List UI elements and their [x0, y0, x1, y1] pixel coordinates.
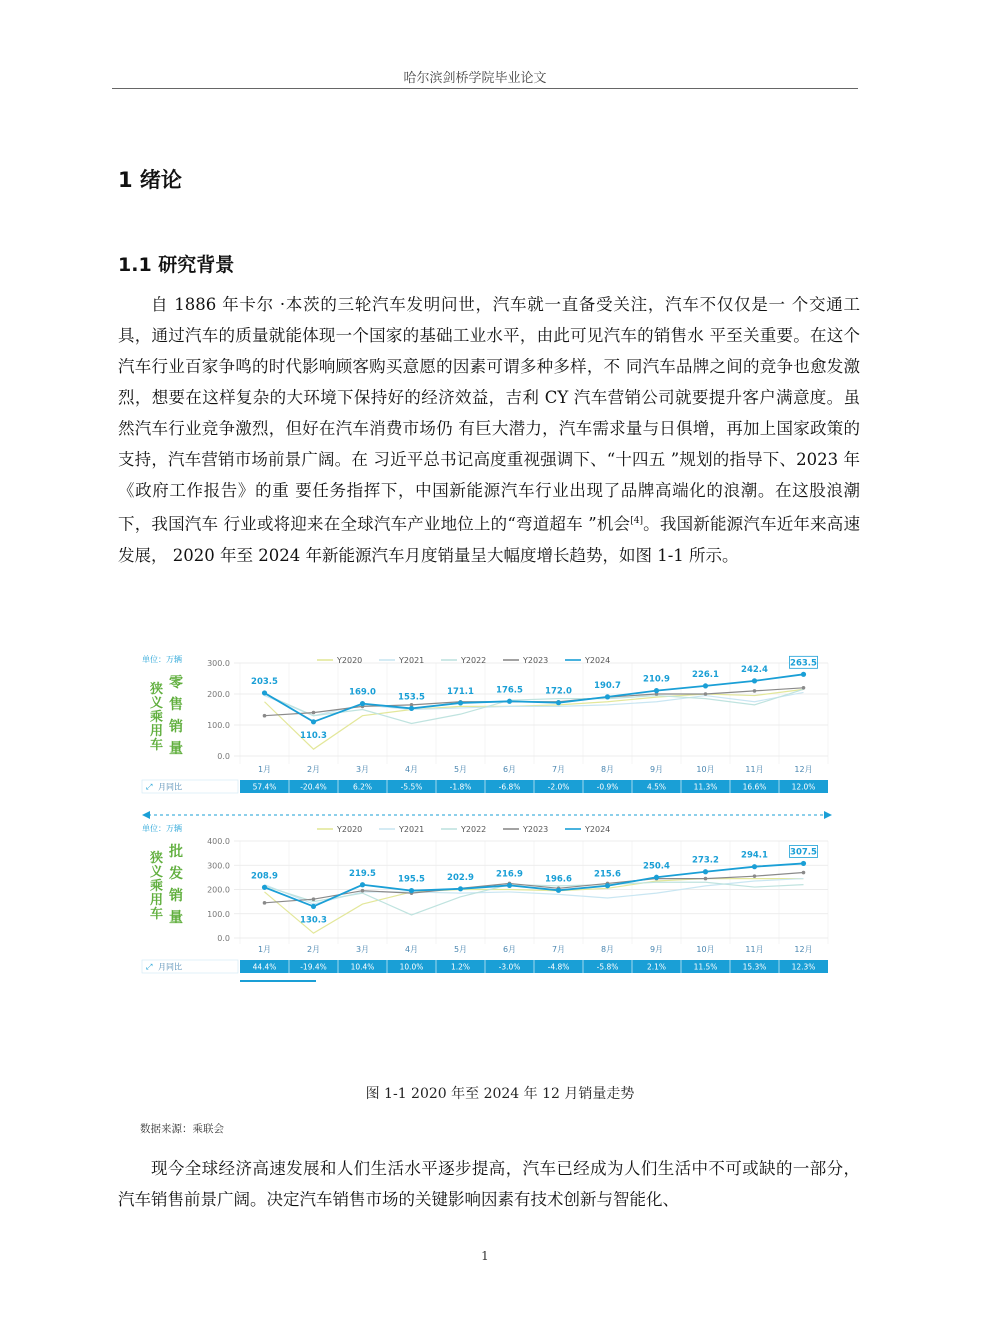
month-label: 12月 — [794, 765, 813, 774]
figure-1-1 — [112, 652, 835, 972]
yoy-icon: ⤢ — [146, 962, 153, 972]
month-label: 5月 — [453, 945, 468, 954]
yoy-value: 4.5% — [646, 782, 667, 792]
data-label: 250.4 — [643, 861, 670, 872]
month-label: 9月 — [649, 765, 664, 774]
chart-y-tick: 100.0 — [207, 909, 230, 919]
data-label: 195.5 — [398, 874, 425, 885]
yoy-value: 12.0% — [791, 782, 816, 792]
yoy-value: -0.9% — [596, 782, 619, 792]
yoy-label-cell — [142, 960, 238, 973]
data-point-y2024 — [703, 869, 708, 874]
month-label: 12月 — [794, 945, 813, 954]
data-point-y2023 — [263, 714, 267, 718]
section-title: 1.1 研究背景 — [118, 254, 235, 276]
chart-y-tick: 100.0 — [207, 721, 230, 730]
yoy-value: -4.8% — [547, 962, 570, 972]
chart-y-tick: 0.0 — [217, 934, 230, 943]
data-label: 273.2 — [692, 855, 719, 866]
figure-source: 数据来源：乘联会 — [140, 1123, 224, 1135]
chart-side-label-char: 乘 — [150, 710, 164, 725]
month-label: 1月 — [257, 765, 272, 774]
chart-unit-label: 单位：万辆 — [142, 655, 182, 664]
data-point-y2024 — [605, 883, 610, 888]
data-label: 215.6 — [594, 869, 621, 880]
data-point-y2024 — [409, 888, 414, 893]
legend-label-y2023: Y2023 — [523, 825, 549, 834]
separator-arrow-right — [824, 811, 832, 819]
chart-title-char: 发 — [169, 866, 183, 882]
month-label: 2月 — [306, 765, 321, 774]
data-label: 169.0 — [349, 687, 376, 698]
yoy-value: 10.4% — [350, 962, 375, 972]
chart-y-tick: 300.0 — [207, 861, 230, 871]
paragraph-1 — [118, 289, 860, 571]
yoy-value: 15.3% — [742, 962, 767, 972]
yoy-value: -1.8% — [449, 782, 472, 792]
month-label: 9月 — [649, 945, 664, 954]
data-point-y2024 — [654, 688, 659, 693]
data-label: 263.5 — [790, 658, 817, 669]
yoy-value: -3.0% — [498, 962, 521, 972]
data-point-y2024 — [507, 699, 512, 704]
data-point-y2024 — [654, 875, 659, 880]
data-label: 307.5 — [790, 847, 817, 858]
chart-y-tick: 400.0 — [207, 837, 230, 846]
data-label: 171.1 — [447, 686, 474, 697]
month-label: 3月 — [355, 765, 370, 774]
yoy-value: -19.4% — [300, 962, 327, 972]
yoy-value: -6.8% — [498, 782, 521, 792]
data-point-y2023 — [263, 901, 267, 905]
chart-title-char: 销 — [169, 888, 183, 904]
data-point-y2024 — [262, 885, 267, 890]
chart-unit-label: 单位：万辆 — [142, 824, 182, 833]
yoy-value: -20.4% — [300, 782, 327, 792]
data-point-y2023 — [802, 686, 806, 690]
yoy-value: 2.1% — [646, 962, 667, 972]
data-point-y2024 — [801, 672, 806, 677]
chart-y-tick: 300.0 — [207, 659, 230, 668]
data-point-y2023 — [312, 711, 316, 715]
month-label: 1月 — [257, 945, 272, 954]
data-label: 219.5 — [349, 868, 376, 879]
month-label: 8月 — [600, 765, 615, 774]
data-label: 226.1 — [692, 669, 719, 680]
chart-title-char: 零 — [169, 675, 183, 691]
data-point-y2023 — [312, 897, 316, 901]
month-label: 4月 — [404, 945, 419, 954]
data-label: 216.9 — [496, 869, 523, 880]
data-point-y2024 — [458, 886, 463, 891]
month-label: 5月 — [453, 765, 468, 774]
chart-y-tick: 200.0 — [207, 690, 230, 699]
data-label: 202.9 — [447, 872, 474, 883]
data-point-y2024 — [311, 719, 316, 724]
data-label: 210.9 — [643, 674, 670, 685]
month-label: 7月 — [551, 945, 566, 954]
yoy-value: 11.3% — [693, 782, 718, 792]
data-label: 153.5 — [398, 692, 425, 703]
chart-y-tick: 0.0 — [217, 752, 230, 761]
sales-chart — [112, 652, 835, 972]
data-point-y2024 — [703, 683, 708, 688]
chart-side-label-char: 义 — [150, 696, 164, 711]
chapter-title: 1 绪论 — [118, 168, 182, 192]
data-label: 203.5 — [251, 676, 278, 687]
paragraph-2: 现今全球经济高速发展和人们生活水平逐步提高，汽车已经成为人们生活中不可或缺的一部分，汽车销售前景广阔。决定汽车销售市场的关键影响因素有技术创新与智能化、 — [118, 1159, 860, 1209]
yoy-value: 12.3% — [791, 962, 816, 972]
header-rule — [112, 88, 858, 89]
yoy-value: 57.4% — [252, 782, 277, 792]
yoy-value: 16.6% — [742, 782, 767, 792]
month-label: 3月 — [355, 945, 370, 954]
data-point-y2024 — [752, 678, 757, 683]
data-label: 208.9 — [251, 871, 278, 882]
chart-side-label-char: 用 — [150, 724, 164, 739]
data-point-y2024 — [360, 701, 365, 706]
data-point-y2024 — [556, 888, 561, 893]
yoy-label: 月同比 — [158, 962, 182, 972]
data-label: 294.1 — [741, 850, 768, 861]
paragraph-1-text-after: 。我国新能源汽车近年来高速 发展， 2020 年至 2024 年新能源汽车月度销量呈大幅度增长趋势，如图 1-1 所示。 — [118, 514, 860, 565]
month-label: 6月 — [502, 945, 517, 954]
yoy-value: 44.4% — [252, 962, 277, 972]
legend-label-y2024: Y2024 — [585, 656, 611, 665]
chart-side-label-char: 车 — [150, 738, 164, 753]
legend-label-y2021: Y2021 — [399, 656, 425, 665]
data-point-y2024 — [752, 864, 757, 869]
month-label: 8月 — [600, 945, 615, 954]
data-label: 176.5 — [496, 685, 523, 696]
yoy-value: 10.0% — [399, 962, 424, 972]
legend-label-y2020: Y2020 — [337, 656, 363, 665]
chart-title-char: 量 — [169, 910, 183, 926]
data-point-y2023 — [753, 874, 757, 878]
month-label: 7月 — [551, 765, 566, 774]
data-point-y2023 — [704, 692, 708, 696]
yoy-icon: ⤢ — [146, 782, 153, 792]
yoy-value: 11.5% — [693, 962, 718, 972]
month-label: 2月 — [306, 945, 321, 954]
legend-label-y2023: Y2023 — [523, 656, 549, 665]
data-label: 190.7 — [594, 680, 621, 691]
month-label: 10月 — [696, 945, 715, 954]
yoy-value: 1.2% — [450, 962, 471, 972]
figure-caption: 图 1-1 2020 年至 2024 年 12 月销量走势 — [365, 1086, 635, 1102]
data-point-y2024 — [801, 861, 806, 866]
legend-label-y2020: Y2020 — [337, 825, 363, 834]
paragraph-1-text: 自 1886 年卡尔 ·本茨的三轮汽车发明问世，汽车就一直备受关注，汽车不仅仅是一 个交通工具，通过汽车的质量就能体现一个国家的基础工业水平，由此可见汽车的销售水 平至关重要。在这个汽车行业百家争鸣的时代影响顾客购买意愿的因素可谓多种多样，不 同汽车品牌之间的竞争也愈发激烈，想要在这样复杂的大环境下保持好的经济效益，吉利 CY 汽车营销公司就要提升客户满意度。虽然汽车行业竞争激烈，但好在汽车消费市场仍 有巨大潜力，汽车需求量与日俱增，再加上国家政策的支持，汽车营销市场前景广阔。在 习近平总书记高度重视强调下、“十四五 ”规划的指导下、2023 年《政府工作报告》的重 要任务指挥下，中国新能源汽车行业出现了品牌高端化的浪潮。在这股浪潮下，我国汽车 行业或将迎来在全球汽车产业地位上的“弯道超车 ”机会 — [118, 295, 860, 534]
legend-label-y2021: Y2021 — [399, 825, 425, 834]
citation: [4] — [630, 516, 643, 526]
page-number: 1 — [481, 1249, 489, 1263]
yoy-value: -2.0% — [547, 782, 570, 792]
data-point-y2024 — [556, 700, 561, 705]
chart-side-label-char: 义 — [150, 865, 164, 880]
data-point-y2024 — [360, 882, 365, 887]
legend-label-y2024: Y2024 — [585, 825, 611, 834]
yoy-value: -5.8% — [596, 962, 619, 972]
data-point-y2024 — [409, 706, 414, 711]
chart-y-tick: 200.0 — [207, 885, 230, 895]
chart-side-label-char: 狭 — [150, 682, 164, 697]
data-label: 110.3 — [300, 730, 327, 741]
data-label: 196.6 — [545, 874, 572, 885]
data-point-y2023 — [704, 877, 708, 881]
data-point-y2023 — [802, 871, 806, 875]
data-label: 130.3 — [300, 915, 327, 926]
chart-side-label-char: 乘 — [150, 879, 164, 894]
data-point-y2024 — [605, 694, 610, 699]
month-label: 6月 — [502, 765, 517, 774]
month-label: 4月 — [404, 765, 419, 774]
chart-title-char: 批 — [169, 844, 183, 860]
separator-arrow-left — [142, 811, 150, 819]
month-label: 11月 — [745, 765, 764, 774]
chart-title-char: 销 — [169, 719, 183, 735]
yoy-value: -5.5% — [400, 782, 423, 792]
month-label: 10月 — [696, 765, 715, 774]
chart-title-char: 量 — [169, 741, 183, 757]
legend-label-y2022: Y2022 — [461, 656, 487, 665]
chart-side-label-char: 狭 — [150, 851, 164, 866]
legend-label-y2022: Y2022 — [461, 825, 487, 834]
data-point-y2023 — [361, 889, 365, 893]
data-point-y2023 — [753, 689, 757, 693]
yoy-value: 6.2% — [352, 782, 373, 792]
data-point-y2024 — [262, 690, 267, 695]
chart-side-label-char: 用 — [150, 893, 164, 908]
chart-side-label-char: 车 — [150, 907, 164, 922]
yoy-label: 月同比 — [158, 782, 182, 792]
data-point-y2024 — [311, 904, 316, 909]
data-point-y2024 — [507, 883, 512, 888]
month-label: 11月 — [745, 945, 764, 954]
data-label: 242.4 — [741, 664, 768, 675]
page-header: 哈尔滨剑桥学院毕业论文 — [403, 71, 547, 86]
chart-title-char: 售 — [169, 697, 183, 713]
data-point-y2024 — [458, 700, 463, 705]
data-label: 172.0 — [545, 686, 572, 697]
yoy-label-cell — [142, 780, 238, 793]
